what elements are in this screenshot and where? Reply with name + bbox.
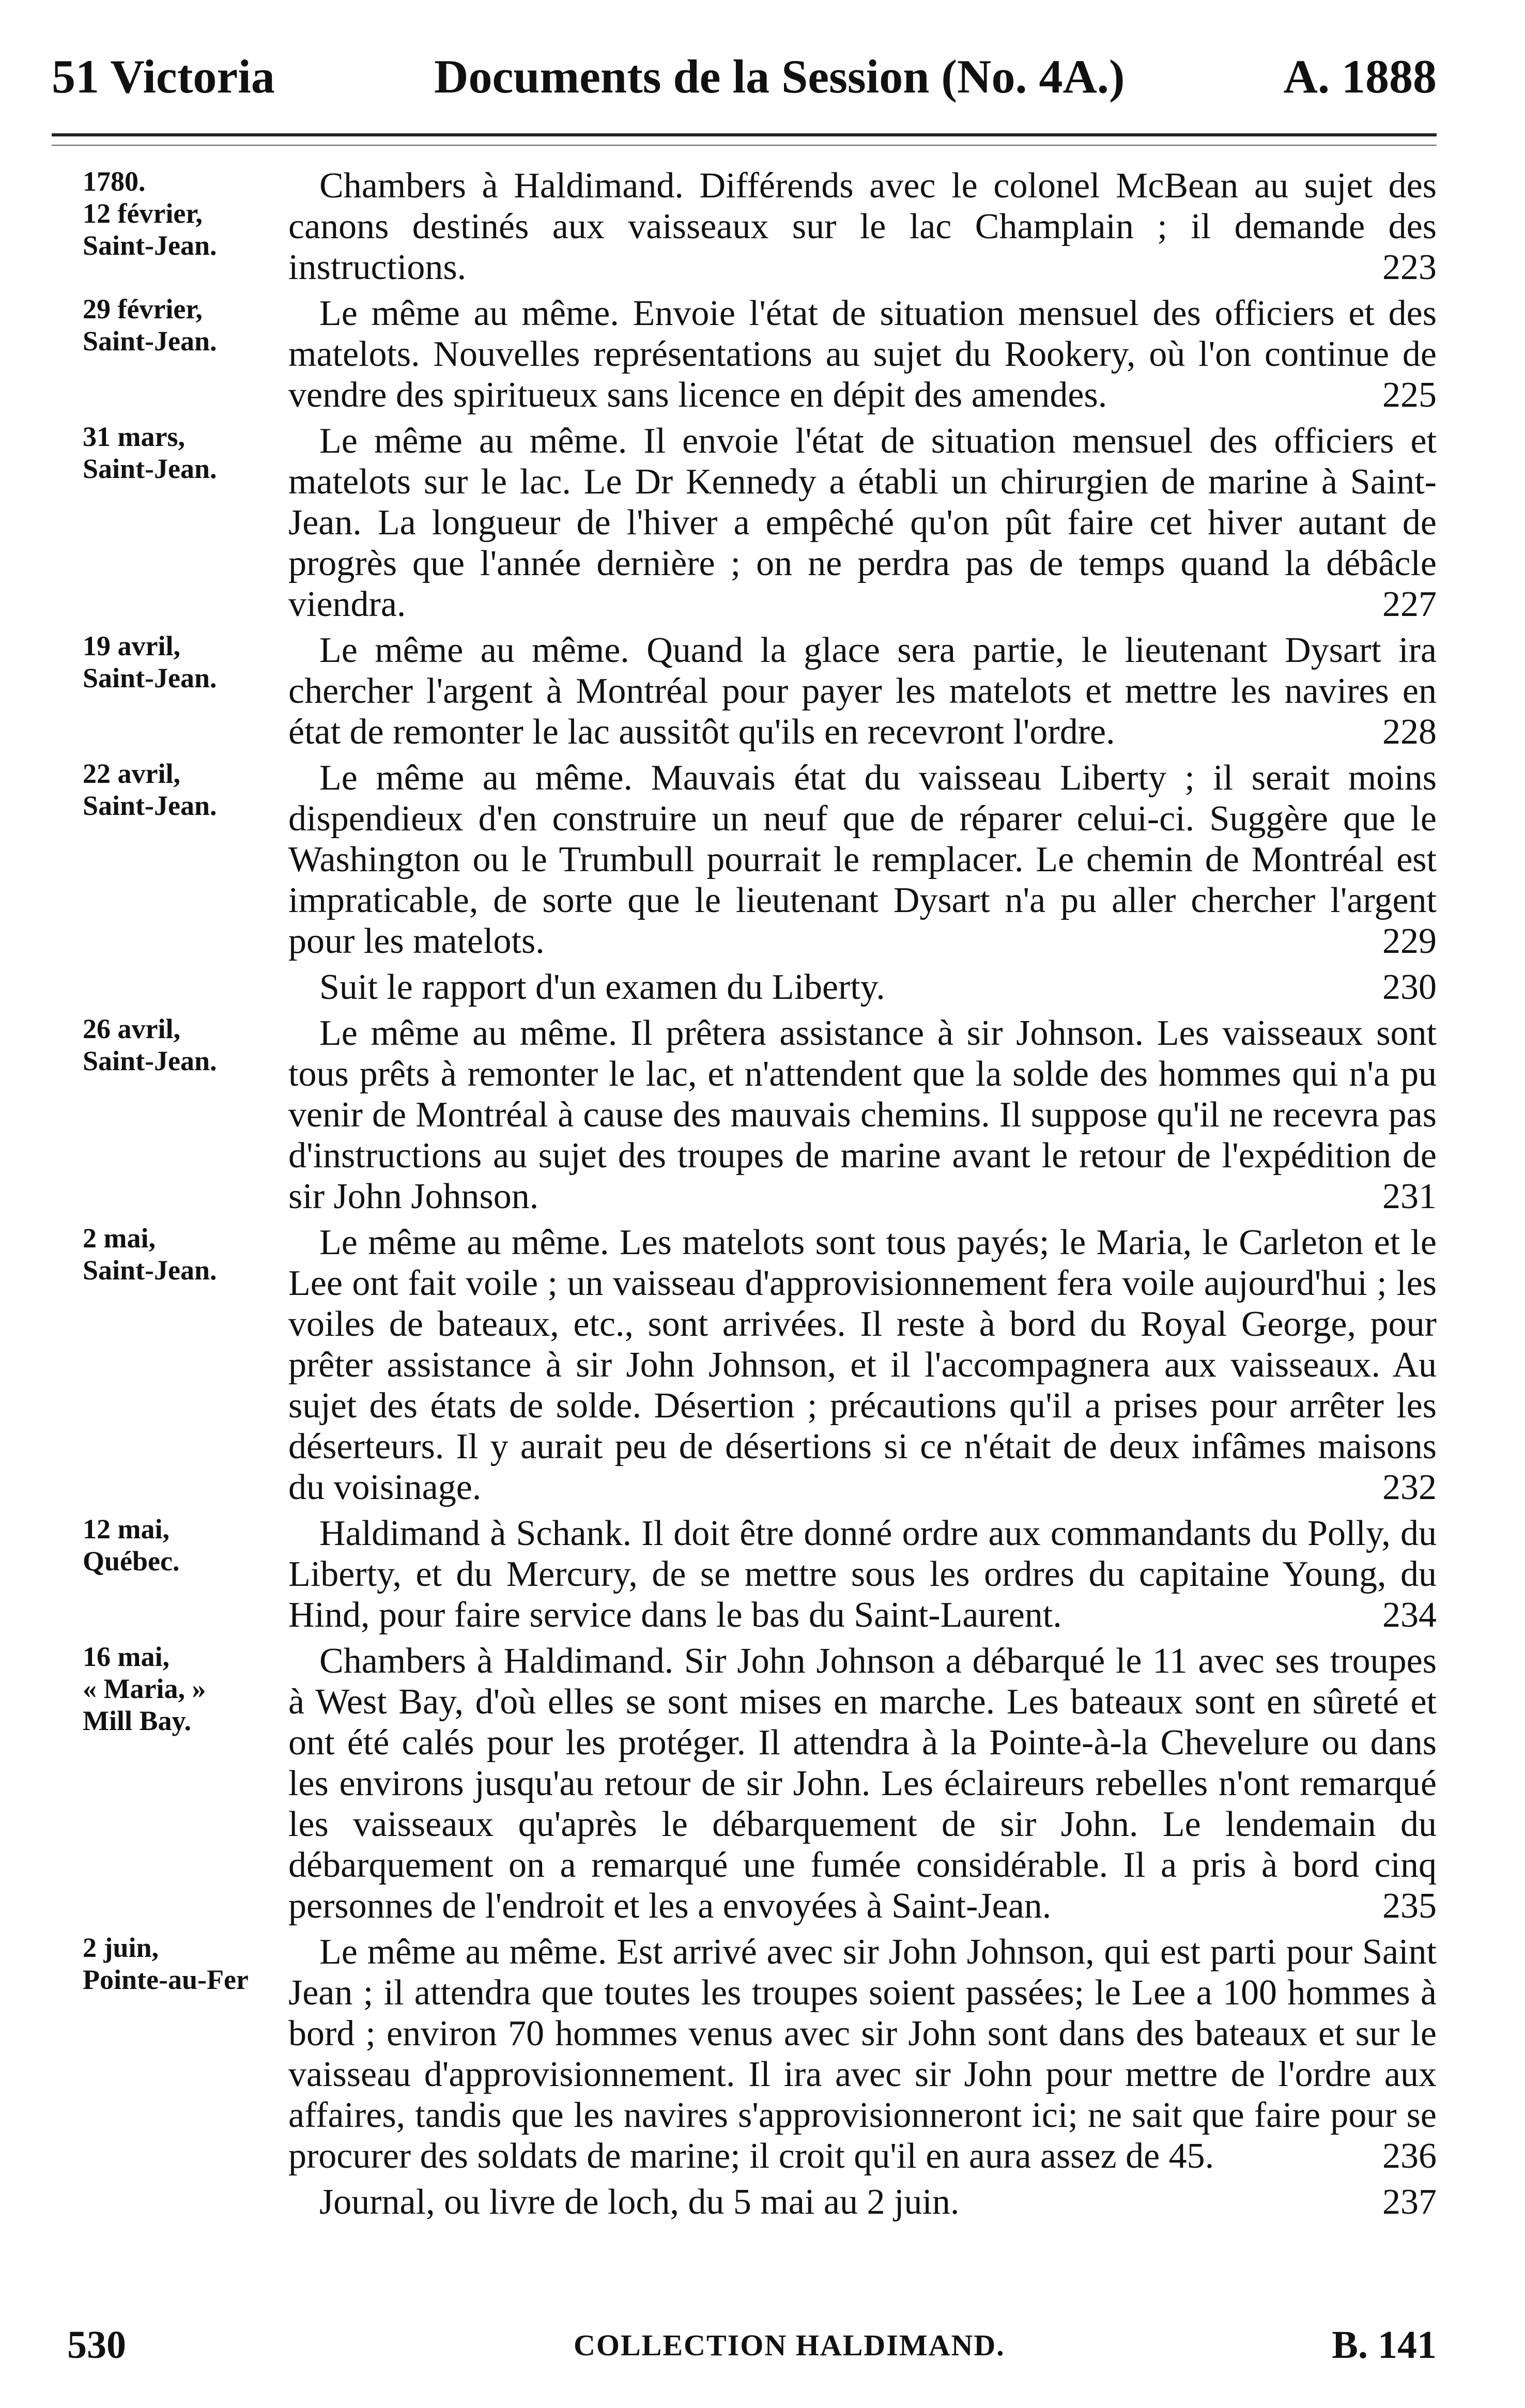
entry [52, 2182, 1437, 2222]
entry-text-content: Journal, ou livre de loch, du 5 mai au 2 juin. [319, 2182, 960, 2222]
entry-text-content: Le même au même. Est arrivé avec sir John Johnson, qui est parti pour Saint Jean ; il attendra que toutes les troupes soient passées; le Lee a 100 hommes à bord ; environ 70 hommes venus avec sir John sont dans des bateaux et sur le vaisseau d'approvisionnement. Il ira avec sir John pour mettre de l'ordre aux affaires, tandis que les navires s'approvisionneront ici; ne sait que faire pour se procurer des soldats de marine; il croit qu'il en aura assez de 45. [288, 1932, 1437, 2176]
entry-text [288, 421, 1437, 625]
entry-document-number: 236 [1382, 2136, 1437, 2176]
entry-text-content: Chambers à Haldimand. Différends avec le colonel McBean au sujet des canons destinés aux vaisseaux sur le lac Champlain ; il demande des instructions. [288, 166, 1437, 287]
entry-text [288, 1932, 1437, 2177]
entry-date-line: 16 mai, [83, 1641, 170, 1672]
entry-date-line: 12 février, [83, 198, 203, 229]
entry-text [288, 165, 1437, 288]
entry-date [83, 1222, 320, 1286]
entry-date-line: « Maria, » [83, 1673, 206, 1704]
entry-date [83, 1013, 320, 1077]
entry-document-number: 237 [1382, 2182, 1437, 2222]
entry-text [288, 1513, 1437, 1635]
entry [52, 1932, 1437, 2177]
entry-date-line: 31 mars, [83, 421, 185, 452]
entry [52, 630, 1437, 752]
entry [52, 165, 1437, 288]
entry-text-content: Haldimand à Schank. Il doit être donné ordre aux commandants du Polly, du Liberty, et du Mercury, de se mettre sous les ordres du capitaine Young, du Hind, pour faire service dans le bas du Saint-Laurent. [288, 1514, 1437, 1635]
entry-text [288, 293, 1437, 415]
entry-date [83, 1932, 320, 1996]
entry-document-number: 228 [1382, 712, 1437, 752]
entry-text [288, 967, 1437, 1008]
page-header [52, 49, 1437, 121]
entry-date-line: Saint-Jean. [83, 453, 217, 484]
entry-date-line: 22 avril, [83, 758, 180, 789]
entry-document-number: 227 [1382, 584, 1437, 624]
entry-date-line: Québec. [83, 1546, 180, 1577]
entry-date-line: 1780. [83, 166, 146, 197]
entry-document-number: 223 [1382, 248, 1437, 287]
entry-date [83, 165, 320, 261]
entry-text [288, 1641, 1437, 1926]
entry-date [83, 758, 320, 822]
entry [52, 1013, 1437, 1217]
entry-date-line: Saint-Jean. [83, 662, 217, 693]
entries-list [52, 165, 1437, 2228]
entry-text [288, 758, 1437, 962]
entry-date-line: Saint-Jean. [83, 790, 217, 821]
header-document-title: Documents de la Session (No. 4A.) [434, 50, 1125, 103]
entry-text-content: Le même au même. Les matelots sont tous payés; le Maria, le Carleton et le Lee ont fait voile ; un vaisseau d'approvisionnement fera voile aujourd'hui ; les voiles de bateaux, etc., sont arrivées. Il reste à bord du Royal George, pour prêter assistance à sir John Johnson, et il l'accompagnera aux vaisseaux. Au sujet des états de solde. Désertion ; précautions qu'il a prises pour arrêter les déserteurs. Il y aurait peu de désertions si ce n'était de deux infâmes maisons du voisinage. [288, 1223, 1437, 1507]
entry-document-number: 225 [1382, 375, 1437, 415]
entry-date-line: 2 juin, [83, 1932, 159, 1963]
entry-date-line: 19 avril, [83, 630, 180, 661]
entry [52, 758, 1437, 962]
entry [52, 293, 1437, 415]
entry-date [83, 421, 320, 485]
header-rule-thin [52, 145, 1437, 146]
entry-document-number: 230 [1382, 967, 1437, 1007]
page-footer [52, 2323, 1437, 2374]
entry-text-content: Le même au même. Il envoie l'état de situation mensuel des officiers et matelots sur le lac. Le Dr Kennedy a établi un chirurgien de marine à Saint-Jean. La longueur de l'hiver a empêché qu'on pût faire cet hiver autant de progrès que l'année dernière ; on ne perdra pas de temps quand la débâcle viendra. [288, 421, 1437, 624]
entry-text [288, 2182, 1437, 2222]
entry-document-number: 232 [1382, 1468, 1437, 1507]
entry-text-content: Suit le rapport d'un examen du Liberty. [319, 967, 885, 1007]
entry-date-line: Mill Bay. [83, 1705, 192, 1736]
entry-text-content: Le même au même. Envoie l'état de situation mensuel des officiers et des matelots. Nouvelles représentations au sujet du Rookery, où l'on continue de vendre des spiritueux sans licence en dépit des amendes. [288, 294, 1437, 415]
header-year: A. 1888 [1283, 50, 1437, 103]
entry-text [288, 1222, 1437, 1508]
entry-date-line: 12 mai, [83, 1514, 170, 1545]
entry-date-line: 29 février, [83, 294, 203, 325]
entry [52, 967, 1437, 1008]
entry [52, 421, 1437, 625]
entry-text-content: Chambers à Haldimand. Sir John Johnson a débarqué le 11 avec ses troupes à West Bay, d'où elles se sont mises en marche. Les bateaux sont en sûreté et ont été calés pour les protéger. Il attendra à la Pointe-à-la Chevelure ou dans les environs jusqu'au retour de sir John. Les éclaireurs rebelles n'ont remarqué les vaisseaux qu'après le débarquement de sir John. Le lendemain du débarquement on a remarqué une fumée considérable. Il a pris à bord cinq personnes de l'endroit et les a envoyées à Saint-Jean. [288, 1641, 1437, 1926]
entry-date [83, 1513, 320, 1577]
footer-page-number: 530 [67, 2323, 126, 2367]
entry-document-number: 234 [1382, 1595, 1437, 1635]
header-rule [52, 133, 1437, 136]
entry-document-number: 235 [1382, 1886, 1437, 1926]
entry-date [83, 1641, 320, 1737]
entry-date-line: Pointe-au-Fer [83, 1964, 249, 1995]
entry-date-line: Saint-Jean. [83, 326, 217, 357]
entry [52, 1641, 1437, 1926]
entry-text-content: Le même au même. Quand la glace sera partie, le lieutenant Dysart ira chercher l'argent à Montréal pour payer les matelots et mettre les navires en état de remonter le lac aussitôt qu'ils en recevront l'ordre. [288, 630, 1437, 752]
entry-text-content: Le même au même. Il prêtera assistance à sir Johnson. Les vaisseaux sont tous prêts à remonter le lac, et n'attendent que la solde des hommes qui n'a pu venir de Montréal à cause des mauvais chemins. Il suppose qu'il ne recevra pas d'instructions au sujet des troupes de marine avant le retour de l'expédition de sir John Johnson. [288, 1013, 1437, 1216]
entry-document-number: 231 [1382, 1177, 1437, 1216]
entry-date-line: Saint-Jean. [83, 1255, 217, 1286]
entry [52, 1513, 1437, 1635]
entry-text-content: Le même au même. Mauvais état du vaisseau Liberty ; il serait moins dispendieux d'en construire un neuf que de réparer celui-ci. Suggère que le Washington ou le Trumbull pourrait le remplacer. Le chemin de Montréal est impraticable, de sorte que le lieutenant Dysart n'a pu aller chercher l'argent pour les matelots. [288, 758, 1437, 961]
entry-text [288, 630, 1437, 752]
entry [52, 1222, 1437, 1508]
footer-collection-title: COLLECTION HALDIMAND. [574, 2328, 1005, 2362]
footer-volume: B. 141 [1332, 2323, 1437, 2367]
entry-date-line: 26 avril, [83, 1013, 180, 1044]
entry-date-line: 2 mai, [83, 1223, 156, 1254]
entry-date-line: Saint-Jean. [83, 1045, 217, 1076]
entry-document-number: 229 [1382, 921, 1437, 961]
entry-date-line: Saint-Jean. [83, 230, 217, 261]
entry-date [83, 630, 320, 694]
entry-text [288, 1013, 1437, 1217]
entry-date [83, 293, 320, 357]
header-session-volume: 51 Victoria [52, 50, 275, 103]
